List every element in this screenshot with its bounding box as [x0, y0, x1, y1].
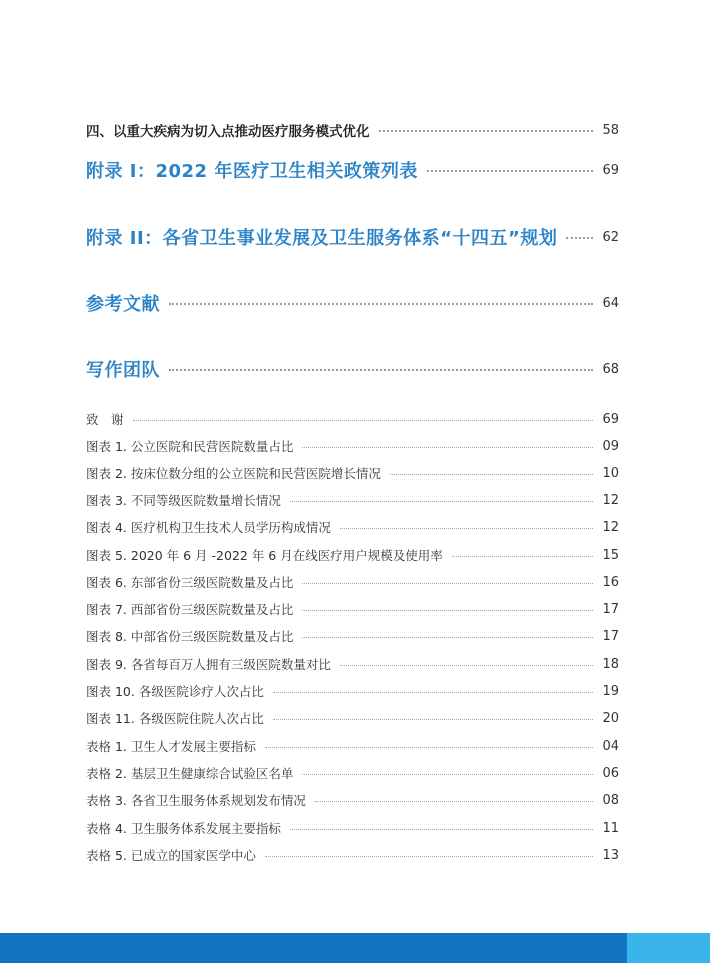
toc-leader-dots [340, 665, 594, 666]
toc-entry-figure-8[interactable] [86, 627, 619, 645]
toc-entry-figure-7[interactable] [86, 600, 619, 618]
toc-entry-page: 64 [602, 295, 619, 311]
footer-bar [0, 933, 627, 963]
toc-entry-title: 图表 4. 医疗机构卫生技术人员学历构成情况 [86, 520, 331, 535]
toc-entry-title: 表格 2. 基层卫生健康综合试验区名单 [86, 766, 294, 781]
toc-entry-title: 参考文献 [86, 294, 160, 315]
toc-entry-page: 12 [602, 492, 619, 508]
toc-leader-dots [315, 801, 594, 802]
toc-leader-dots [302, 583, 593, 584]
toc-entry-page: 20 [602, 710, 619, 726]
toc-entry-page: 04 [602, 738, 619, 754]
toc-entry-page: 10 [602, 465, 619, 481]
toc-entry-title: 写作团队 [86, 360, 160, 381]
toc-entry-appendix-1[interactable] [86, 157, 619, 183]
toc-entry-figure-3[interactable] [86, 491, 619, 509]
toc-leader-dots [265, 747, 594, 748]
toc-entry-title: 图表 5. 2020 年 6 月 -2022 年 6 月在线医疗用户规模及使用率 [86, 548, 443, 563]
footer-accent-block [627, 933, 710, 963]
toc-entry-title: 图表 6. 东部省份三级医院数量及占比 [86, 575, 294, 590]
toc-entry-table-5[interactable] [86, 846, 619, 864]
toc-entry-title: 四、以重大疾病为切入点推动医疗服务模式优化 [86, 124, 370, 140]
toc-leader-dots [169, 369, 593, 371]
toc-entry-page: 19 [602, 683, 619, 699]
toc-entry-figure-6[interactable] [86, 573, 619, 591]
toc-entry-title: 附录 I：2022 年医疗卫生相关政策列表 [86, 161, 418, 182]
toc-entry-appendix-2[interactable] [86, 224, 619, 250]
toc-leader-dots [427, 170, 594, 172]
toc-leader-dots [452, 556, 594, 557]
toc-entry-page: 06 [602, 765, 619, 781]
toc-entry-title: 致 谢 [86, 412, 124, 427]
toc-entry-title: 图表 2. 按床位数分组的公立医院和民营医院增长情况 [86, 466, 381, 481]
toc-entry-page: 09 [602, 438, 619, 454]
toc-entry-page: 11 [602, 820, 619, 836]
toc-entry-page: 58 [602, 122, 619, 138]
toc-entry-figure-11[interactable] [86, 709, 619, 727]
toc-leader-dots [265, 856, 594, 857]
toc-entry-title: 图表 9. 各省每百万人拥有三级医院数量对比 [86, 657, 331, 672]
toc-entry-figure-5[interactable] [86, 546, 619, 564]
toc-entry-title: 表格 3. 各省卫生服务体系规划发布情况 [86, 793, 306, 808]
toc-entry-page: 17 [602, 601, 619, 617]
toc-entry-title: 图表 10. 各级医院诊疗人次占比 [86, 684, 264, 699]
toc-entry-title: 表格 5. 已成立的国家医学中心 [86, 848, 256, 863]
toc-entry-page: 69 [602, 162, 619, 178]
toc-entry-page: 68 [602, 361, 619, 377]
toc-leader-dots [133, 420, 594, 421]
toc-entry-page: 13 [602, 847, 619, 863]
toc-entry-title: 图表 3. 不同等级医院数量增长情况 [86, 493, 281, 508]
toc-entry-table-2[interactable] [86, 764, 619, 782]
toc-entry-page: 18 [602, 656, 619, 672]
toc-leader-dots [273, 719, 594, 720]
toc-entry-table-4[interactable] [86, 819, 619, 837]
toc-leader-dots [566, 237, 593, 239]
toc-leader-dots [390, 474, 594, 475]
toc-entry-section-4[interactable] [86, 120, 619, 140]
toc-entry-page: 16 [602, 574, 619, 590]
toc-entry-figure-4[interactable] [86, 518, 619, 536]
toc-leader-dots [340, 528, 594, 529]
toc-leader-dots [290, 829, 594, 830]
toc-entry-table-1[interactable] [86, 737, 619, 755]
toc-entry-acknowledgement[interactable] [86, 410, 619, 428]
toc-entry-page: 12 [602, 519, 619, 535]
toc-leader-dots [302, 637, 593, 638]
toc-leader-dots [302, 610, 593, 611]
toc-entry-page: 17 [602, 628, 619, 644]
toc-entry-page: 69 [602, 411, 619, 427]
toc-entry-title: 图表 1. 公立医院和民营医院数量占比 [86, 439, 294, 454]
toc-entry-title: 图表 7. 西部省份三级医院数量及占比 [86, 602, 294, 617]
toc-entry-title: 图表 8. 中部省份三级医院数量及占比 [86, 629, 294, 644]
toc-leader-dots [379, 130, 594, 132]
toc-entry-figure-2[interactable] [86, 464, 619, 482]
toc-leader-dots [302, 447, 593, 448]
toc-entry-figure-9[interactable] [86, 655, 619, 673]
toc-leader-dots [273, 692, 594, 693]
toc-entry-figure-10[interactable] [86, 682, 619, 700]
toc-entry-table-3[interactable] [86, 791, 619, 809]
toc-entry-references[interactable] [86, 290, 619, 316]
toc-entry-page: 15 [602, 547, 619, 563]
toc-leader-dots [302, 774, 593, 775]
toc-leader-dots [290, 501, 594, 502]
toc-entry-figure-1[interactable] [86, 437, 619, 455]
toc-leader-dots [169, 303, 593, 305]
toc-entry-page: 62 [602, 229, 619, 245]
toc-entry-writing-team[interactable] [86, 356, 619, 382]
toc-entry-title: 附录 II：各省卫生事业发展及卫生服务体系“十四五”规划 [86, 228, 558, 249]
toc-entry-title: 图表 11. 各级医院住院人次占比 [86, 711, 264, 726]
toc-entry-title: 表格 4. 卫生服务体系发展主要指标 [86, 821, 281, 836]
toc-entry-page: 08 [602, 792, 619, 808]
toc-entry-title: 表格 1. 卫生人才发展主要指标 [86, 739, 256, 754]
